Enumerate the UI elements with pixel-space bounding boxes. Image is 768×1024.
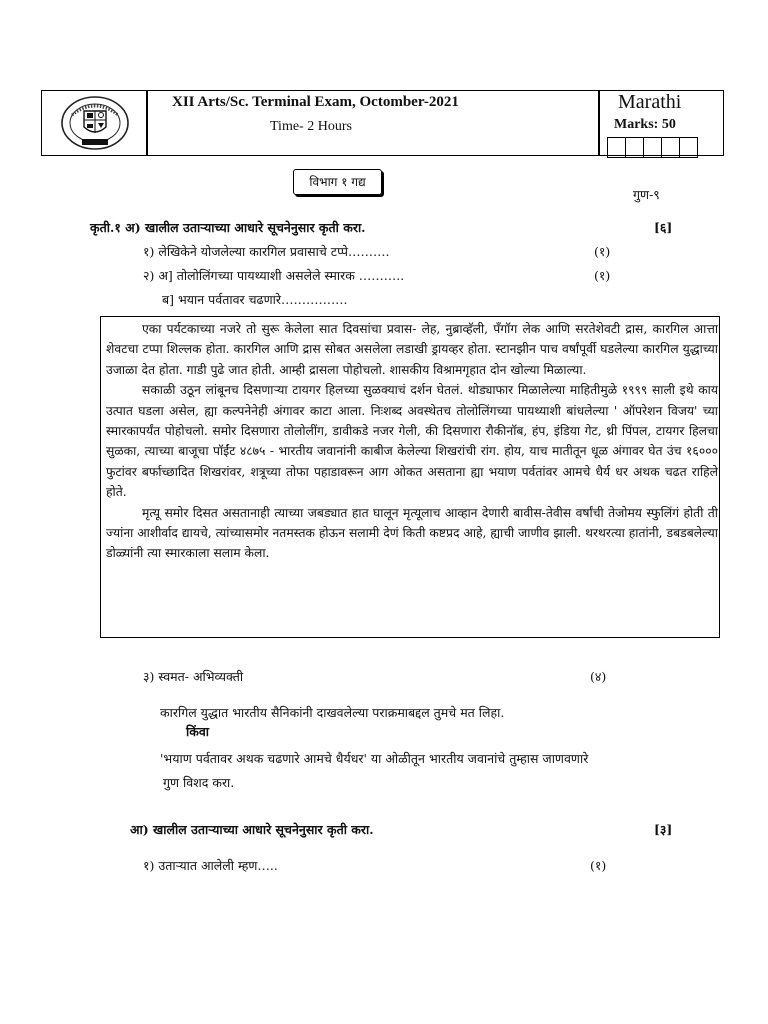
marks-box: [625, 137, 644, 158]
marks-box: [679, 137, 698, 158]
q2-heading: आ) खालील उताऱ्याच्या आधारे सूचनेनुसार कृती करा.: [130, 822, 374, 837]
marks-boxes: [608, 137, 698, 158]
marks-box: [661, 137, 680, 158]
q1-item2a: २) अ] तोलोलिंगच्या पायथ्याशी असलेले स्मारक ………..: [143, 268, 405, 283]
q1-item1-marks: (१): [594, 244, 611, 259]
subject-name: Marathi: [618, 91, 682, 113]
exam-header: [41, 90, 724, 156]
q1-heading-marks: [६]: [654, 220, 673, 235]
total-marks: Marks: 50: [614, 117, 676, 132]
marks-box: [643, 137, 662, 158]
section-label: विभाग १ गद्य: [293, 169, 382, 195]
passage-text: [106, 319, 718, 564]
q1-item3-marks: (४): [590, 669, 607, 684]
college-logo: [60, 95, 130, 151]
q1-item3: ३) स्वमत- अभिव्यक्ती: [143, 669, 244, 684]
q1-item2b: ब] भयान पर्वतावर चढणारे…………….: [162, 292, 348, 307]
marks-box: [607, 137, 626, 158]
q1-item2a-marks: (१): [594, 268, 611, 283]
q2-item1: १) उताऱ्यात आलेली म्हण…..: [143, 858, 278, 873]
q1-item3-question1: कारगिल युद्धात भारतीय सैनिकांनी दाखवलेल्या पराक्रमाबद्दल तुमचे मत लिहा.: [160, 705, 505, 720]
q2-heading-marks: [३]: [654, 822, 673, 837]
header-divider: [146, 91, 148, 155]
q1-heading: कृती.१ अ) खालील उताऱ्याच्या आधारे सूचनेनुसार कृती करा.: [90, 220, 366, 235]
passage-paragraph: एका पर्यटकाच्या नजरे तो सुरू केलेला सात दिवसांचा प्रवास- लेह, नुब्राव्हॅली, पँगॉग लेक आणि सरतेशेवटी द्रास, कारगिल आत्ता शेवटचा टप्पा शिल्लक होता. कारगिल आणि द्रास सोबत असलेला लडाखी ड्रायव्हर होता. स्टानझीन पाच वर्षांपूर्वी घडलेल्या कारगिल युद्धाच्या उजाळा देत होता. गाडी पुढे जात होती. आम्ही द्रासला पोहोचलो. शासकीय विश्रामगृहात दोन खोल्या मिळाल्या.: [106, 322, 718, 377]
exam-time: Time- 2 Hours: [270, 119, 352, 134]
passage-paragraph: सकाळी उठून लांबूनच दिसणाऱ्या टायगर हिलच्या सुळक्याचं दर्शन घेतलं. थोड्याफार मिळालेल्या माहितीमुळे १९९९ साली इथे काय उत्पात घडला असेल, ह्या कल्पनेनेही अंगावर काटा आला. निःशब्द अवस्थेतच तोलोलिंगच्या पायथ्याशी बांधलेल्या ' ऑपरेशन विजय' च्या स्मारकापर्यंत पोहोचलो. समोर दिसणारा तोलोलींग, डावीकडे नजर गेली, की दिसणारा रौकीनॉब, हंप, इंडिया गेट, थ्री पिंपल, टायगर हिलचा सुळका, त्याच्या बाजूचा पॉईंट ४८७५ - भारतीय जवानांनी काबीज केलेल्या शिखरांची रांग. होय, याच मातीतून धूळ अंगावर घेत उंच १६००० फुटांवर बर्फाच्छादित शिखरांवर, शत्रूच्या तोफा पहाडावरून आग ओकत असताना ह्या भयाण पर्वतांवर आमचे धैर्य धर अथक चढत राहिले होते.: [106, 383, 718, 500]
section-marks: गुण-९: [633, 187, 660, 202]
or-label: किंवा: [186, 724, 210, 739]
q2-item1-marks: (१): [590, 858, 607, 873]
header-divider: [598, 91, 600, 155]
exam-title: XII Arts/Sc. Terminal Exam, Octomber-2021: [172, 94, 459, 110]
q1-item3-question2: 'भयाण पर्वतावर अथक चढणारे आमचे धैर्यधर' या ओळीतून भारतीय जवानांचे तुम्हास जाणवणारे: [160, 751, 589, 766]
q1-item3-question2-cont: गुण विशद करा.: [163, 775, 235, 790]
passage-paragraph: मृत्यू समोर दिसत असतानाही त्याच्या जबड्यात हात घालून मृत्यूलाच आव्हान देणारी बावीस-तेवीस वर्षांची तेजोमय स्फुलिंगं होती ती ज्यांना आशीर्वाद द्यायचे, त्यांच्यासमोर नतमस्तक होऊन सलामी देणं किती कष्टप्रद आहे, ह्याची जाणीव झाली. थरथरत्या हातांनी, डबडबलेल्या डोळ्यांनी त्या स्मारकाला सलाम केला.: [106, 505, 718, 561]
q1-item1: १) लेखिकेने योजलेल्या कारगिल प्रवासाचे टप्पे……….: [143, 244, 390, 259]
